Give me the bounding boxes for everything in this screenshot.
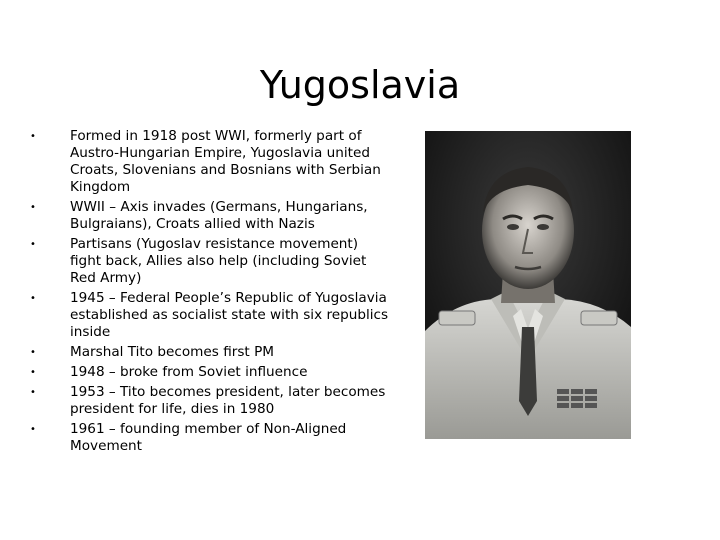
bullet-item [30,290,392,341]
bullet-item [30,236,392,287]
portrait-image [425,131,631,439]
bullet-dot: • [30,131,36,142]
bullet-dot: • [30,387,36,398]
bullet-text: 1961 – founding member of Non-Aligned Movement [70,421,347,454]
bullet-item [30,199,392,233]
bullet-text: WWII – Axis invades (Germans, Hungarians, Bulgraians), Croats allied with Nazis [70,199,368,232]
bullet-list [30,128,392,458]
bullet-dot: • [30,239,36,250]
bullet-text: Formed in 1918 post WWI, formerly part of Austro-Hungarian Empire, Yugoslavia united Croats, Slovenians and Bosnians with Serbian Kingdom [70,128,381,195]
bullet-dot: • [30,293,36,304]
bullet-item [30,364,392,381]
bullet-item [30,128,392,196]
bullet-item [30,384,392,418]
bullet-dot: • [30,202,36,213]
slide-title: Yugoslavia [259,63,461,108]
bullet-dot: • [30,347,36,358]
bullet-item [30,421,392,455]
bullet-dot: • [30,424,36,435]
bullet-text: 1948 – broke from Soviet influence [70,364,308,380]
bullet-item [30,344,392,361]
bullet-text: Partisans (Yugoslav resistance movement) fight back, Allies also help (including Soviet Red Army) [70,236,367,286]
bullet-dot: • [30,367,36,378]
bullet-text: 1945 – Federal People’s Republic of Yugoslavia established as socialist state with six republics inside [70,290,389,340]
portrait-photo [425,131,631,439]
bullet-text: Marshal Tito becomes first PM [70,344,275,360]
bullet-text: 1953 – Tito becomes president, later becomes president for life, dies in 1980 [70,384,386,417]
